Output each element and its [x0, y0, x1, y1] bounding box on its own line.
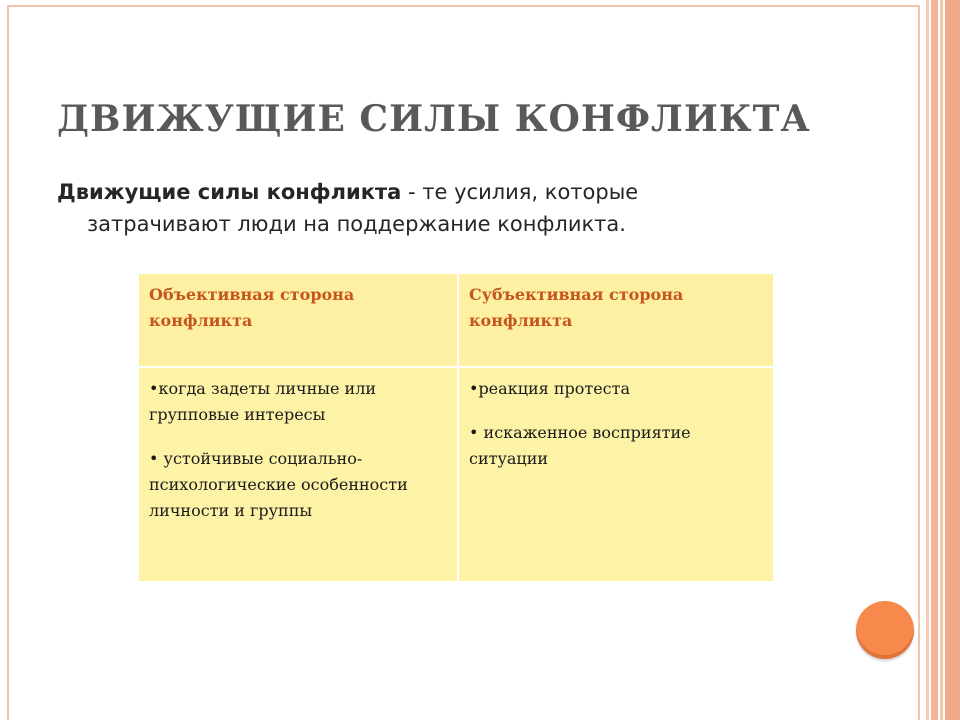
intro-paragraph [57, 176, 777, 240]
decorative-stripe [926, 0, 929, 720]
forces-table [137, 272, 775, 583]
header-objective [138, 273, 458, 367]
header-subjective [458, 273, 774, 367]
slide-title: ДВИЖУЩИЕ СИЛЫ КОНФЛИКТА [57, 98, 811, 140]
intro-term: Движущие силы конфликта [57, 180, 402, 204]
header-objective-line2: конфликта [149, 311, 253, 330]
header-subjective-line1: Субъективная сторона [469, 285, 684, 304]
list-item: •когда задеты личные или групповые интересы [149, 379, 377, 424]
decorative-stripe [940, 0, 943, 720]
cell-subjective [458, 367, 774, 582]
table-header-row [138, 273, 774, 367]
table-row [138, 367, 774, 582]
decorative-stripe [931, 0, 938, 720]
cell-objective [138, 367, 458, 582]
list-item: •реакция протеста [469, 379, 631, 398]
decorative-stripe [945, 0, 960, 720]
list-item: • искаженное восприятие ситуации [469, 423, 691, 468]
list-item: • устойчивые социально-психологические особенности личности и группы [149, 449, 408, 520]
intro-text-line2: затрачивают люди на поддержание конфликта. [87, 212, 626, 236]
intro-text-line1: - те усилия, которые [401, 180, 639, 204]
header-subjective-line2: конфликта [469, 311, 573, 330]
header-objective-line1: Объективная сторона [149, 285, 355, 304]
decorative-circle [856, 601, 914, 659]
